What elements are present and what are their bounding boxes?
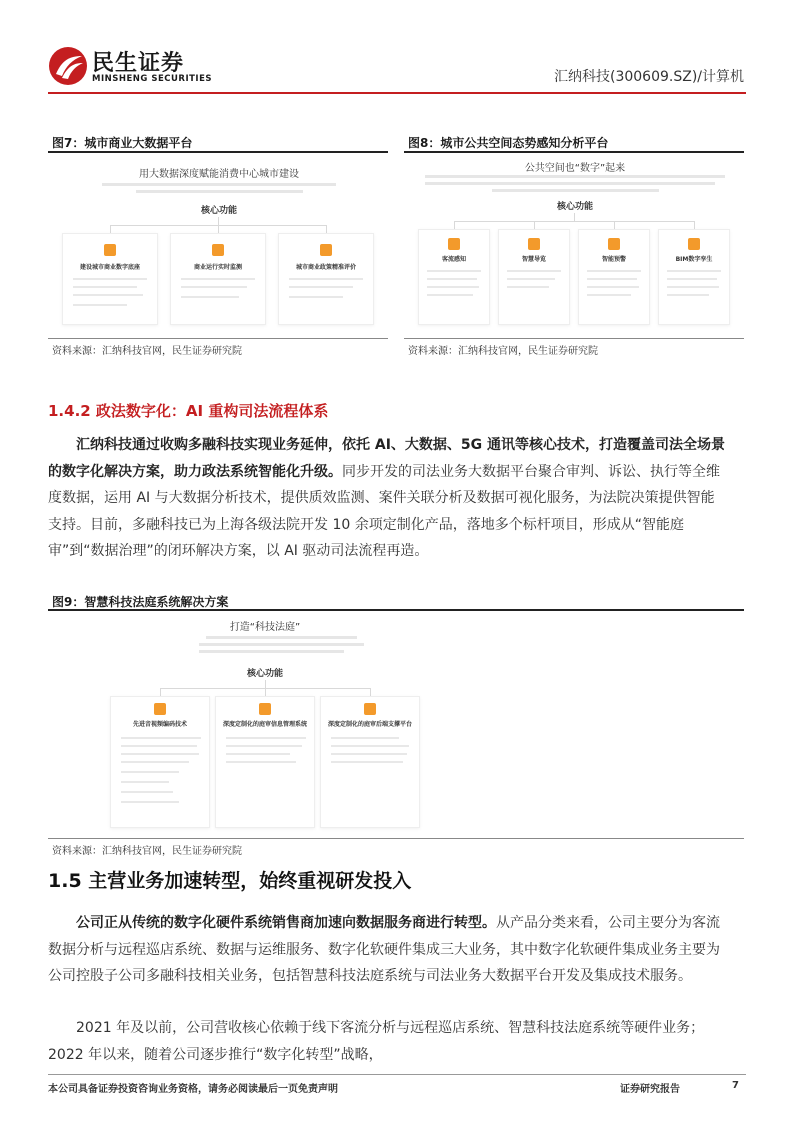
section-heading-1-4-2: 1.4.2 政法数字化：AI 重构司法流程体系 [48, 402, 329, 420]
footer-divider [48, 1074, 746, 1075]
text-line [181, 286, 247, 288]
text-line [226, 761, 296, 763]
fig8-sub-line [425, 182, 716, 185]
fig9-card-title: 深度定制化的庭审后端支撑平台 [327, 721, 412, 728]
section-heading-1-5: 1.5 主营业务加速转型，始终重视研发投入 [48, 870, 412, 892]
fig8-card [658, 229, 730, 325]
fig7-sub-line [136, 190, 303, 193]
fig8-rule [404, 151, 744, 153]
text-line [331, 761, 403, 763]
fig9-sub-line [199, 650, 344, 653]
text-line [667, 270, 721, 272]
paragraph-lead: 汇纳科技通过收购多融科技实现业务延伸，依托 AI、大数据、5G 通讯等核心技术，打造覆盖司法全场景的数字化解决方案，助力政法系统智能化升级。 [48, 437, 726, 480]
fig7-card-title: 建设城市商业数字底座 [79, 264, 140, 271]
fig9-image [100, 612, 430, 834]
fig7-tree [218, 217, 219, 225]
fig9-core-label: 核心功能 [246, 669, 283, 679]
text-line [507, 286, 549, 288]
fig9-tree [265, 688, 266, 696]
text-line [121, 781, 169, 783]
fig9-card [320, 696, 420, 828]
fig9-card [215, 696, 315, 828]
text-line [121, 791, 173, 793]
fig8-card [418, 229, 490, 325]
text-line [427, 286, 479, 288]
fig9-card-title: 深度定制化的庭审信息管理系统 [222, 721, 307, 728]
text-line [73, 278, 147, 280]
text-line [331, 745, 409, 747]
fig7-card-title: 商业运行实时监测 [193, 264, 242, 271]
page-number: 7 [732, 1080, 739, 1091]
fig8-tree [534, 221, 535, 229]
text-line [73, 286, 137, 288]
fig9-sub-line [206, 636, 358, 639]
fig8-card-title: 智能预警 [601, 256, 626, 263]
fig8-card [498, 229, 570, 325]
logo-text-cn: 民生证券 [92, 51, 185, 76]
fig9-card-icon [259, 703, 271, 715]
text-line [73, 294, 143, 296]
text-line [226, 753, 290, 755]
fig8-tree [454, 221, 694, 222]
fig8-source-rule [404, 338, 744, 339]
text-line [587, 270, 641, 272]
fig8-card-title: 智慧导览 [521, 256, 546, 263]
text-line [331, 737, 399, 739]
fig8-title: 公共空间也“数字”起来 [524, 163, 626, 174]
text-line [121, 745, 197, 747]
text-line [73, 304, 127, 306]
fig9-card-title: 先进音视频编码技术 [132, 721, 187, 728]
fig8-caption: 图8：城市公共空间态势感知分析平台 [408, 136, 609, 150]
text-line [667, 278, 717, 280]
fig9-sub-line [199, 643, 364, 646]
fig8-card-icon [448, 238, 460, 250]
footer-disclaimer: 本公司具备证券投资咨询业务资格，请务必阅读最后一页免责声明 [48, 1084, 338, 1095]
text-line [427, 270, 481, 272]
fig9-tree [160, 688, 161, 696]
fig8-image [408, 155, 742, 335]
fig8-tree [614, 221, 615, 229]
header-divider [48, 92, 746, 94]
fig7-rule [48, 151, 388, 153]
text-line [507, 278, 555, 280]
fig8-card-title: 客流感知 [441, 256, 466, 263]
report-subject: 汇纳科技(300609.SZ)/计算机 [553, 69, 744, 85]
fig8-sub-line [425, 175, 726, 178]
fig7-tree [326, 225, 327, 233]
paragraph-lead: 公司正从传统的数字化硬件系统销售商加速向数据服务商进行转型。 [76, 915, 496, 931]
text-line [427, 278, 477, 280]
fig7-source-rule [48, 338, 388, 339]
fig7-sub-line [102, 183, 336, 186]
fig9-card [110, 696, 210, 828]
text-line [181, 296, 239, 298]
fig7-image [52, 155, 386, 335]
fig9-rule [48, 609, 744, 611]
fig8-tree [454, 221, 455, 229]
paragraph-body: 从产品分类来看，公司主要分为客流数据分析与远程巡店系统、数据与运维服务、数字化软硬件集成三大业务，其中数字化软硬件集成业务主要为公司控股子公司多融科技相关业务，包括智慧科技法庭系统与司法业务大数据平台开发及集成技术服务。 [48, 915, 720, 984]
text-line [587, 278, 637, 280]
text-line [587, 286, 639, 288]
section-1-5-paragraph-1 [48, 910, 728, 990]
text-line [121, 753, 199, 755]
text-line [507, 270, 561, 272]
fig9-source: 资料来源：汇纳科技官网，民生证券研究院 [52, 846, 242, 857]
text-line [181, 278, 255, 280]
fig7-card [278, 233, 374, 325]
fig7-tree [218, 225, 219, 233]
fig9-tree [265, 680, 266, 688]
fig8-core-label: 核心功能 [556, 202, 593, 212]
text-line [289, 286, 353, 288]
text-line [667, 286, 719, 288]
fig7-card-title: 城市商业政策精准评价 [295, 264, 356, 271]
text-line [226, 745, 302, 747]
logo-mark-icon [48, 46, 88, 86]
text-line [667, 294, 709, 296]
text-line [121, 737, 201, 739]
fig8-tree [694, 221, 695, 229]
company-logo [48, 44, 212, 90]
section-1-5-paragraph-2: 2021 年及以前，公司营收核心依赖于线下客流分析与远程巡店系统、智慧科技法庭系统等硬件业务；2022 年以来，随着公司逐步推行“数字化转型”战略， [48, 1020, 705, 1063]
fig9-caption: 图9：智慧科技法庭系统解决方案 [52, 595, 229, 609]
fig8-card-icon [528, 238, 540, 250]
text-line [427, 294, 473, 296]
fig7-card-icon [320, 244, 332, 256]
text-line [121, 761, 189, 763]
fig7-tree [110, 225, 111, 233]
fig8-sub-line [492, 189, 659, 192]
fig8-card-icon [608, 238, 620, 250]
fig7-card-icon [104, 244, 116, 256]
fig7-core-label: 核心功能 [200, 206, 237, 216]
fig8-source: 资料来源：汇纳科技官网，民生证券研究院 [408, 346, 598, 357]
fig9-tree [370, 688, 371, 696]
footer-report-type: 证券研究报告 [620, 1084, 680, 1095]
text-line [587, 294, 631, 296]
fig9-card-icon [154, 703, 166, 715]
fig9-card-icon [364, 703, 376, 715]
fig8-tree [574, 213, 575, 221]
fig7-card-icon [212, 244, 224, 256]
text-line [226, 737, 306, 739]
paragraph-body: 同步开发的司法业务大数据平台聚合审判、诉讼、执行等全维度数据，运用 AI 与大数据分析技术，提供质效监测、案件关联分析及数据可视化服务，为法院决策提供智能支持。目前，多融科技已为上海各级法院开发 10 余项定制化产品，落地多个标杆项目，形成从“智能庭审”到“数据治理”的闭环解决方案，以 AI 驱动司法流程再造。 [48, 463, 720, 559]
fig8-card [578, 229, 650, 325]
logo-text-en: MINSHENG SECURITIES [92, 74, 212, 84]
text-line [121, 771, 179, 773]
text-line [289, 278, 363, 280]
fig7-card [62, 233, 158, 325]
fig8-card-title: BIM数字孪生 [675, 256, 713, 263]
fig7-card [170, 233, 266, 325]
fig9-title: 打造“科技法庭” [229, 622, 301, 633]
text-line [121, 801, 179, 803]
fig9-source-rule [48, 838, 744, 839]
fig7-source: 资料来源：汇纳科技官网，民生证券研究院 [52, 346, 242, 357]
text-line [289, 296, 343, 298]
fig7-title: 用大数据深度赋能消费中心城市建设 [139, 169, 299, 180]
fig8-card-icon [688, 238, 700, 250]
text-line [331, 753, 407, 755]
fig7-caption: 图7：城市商业大数据平台 [52, 136, 193, 150]
section-1-4-2-paragraph [48, 432, 728, 565]
